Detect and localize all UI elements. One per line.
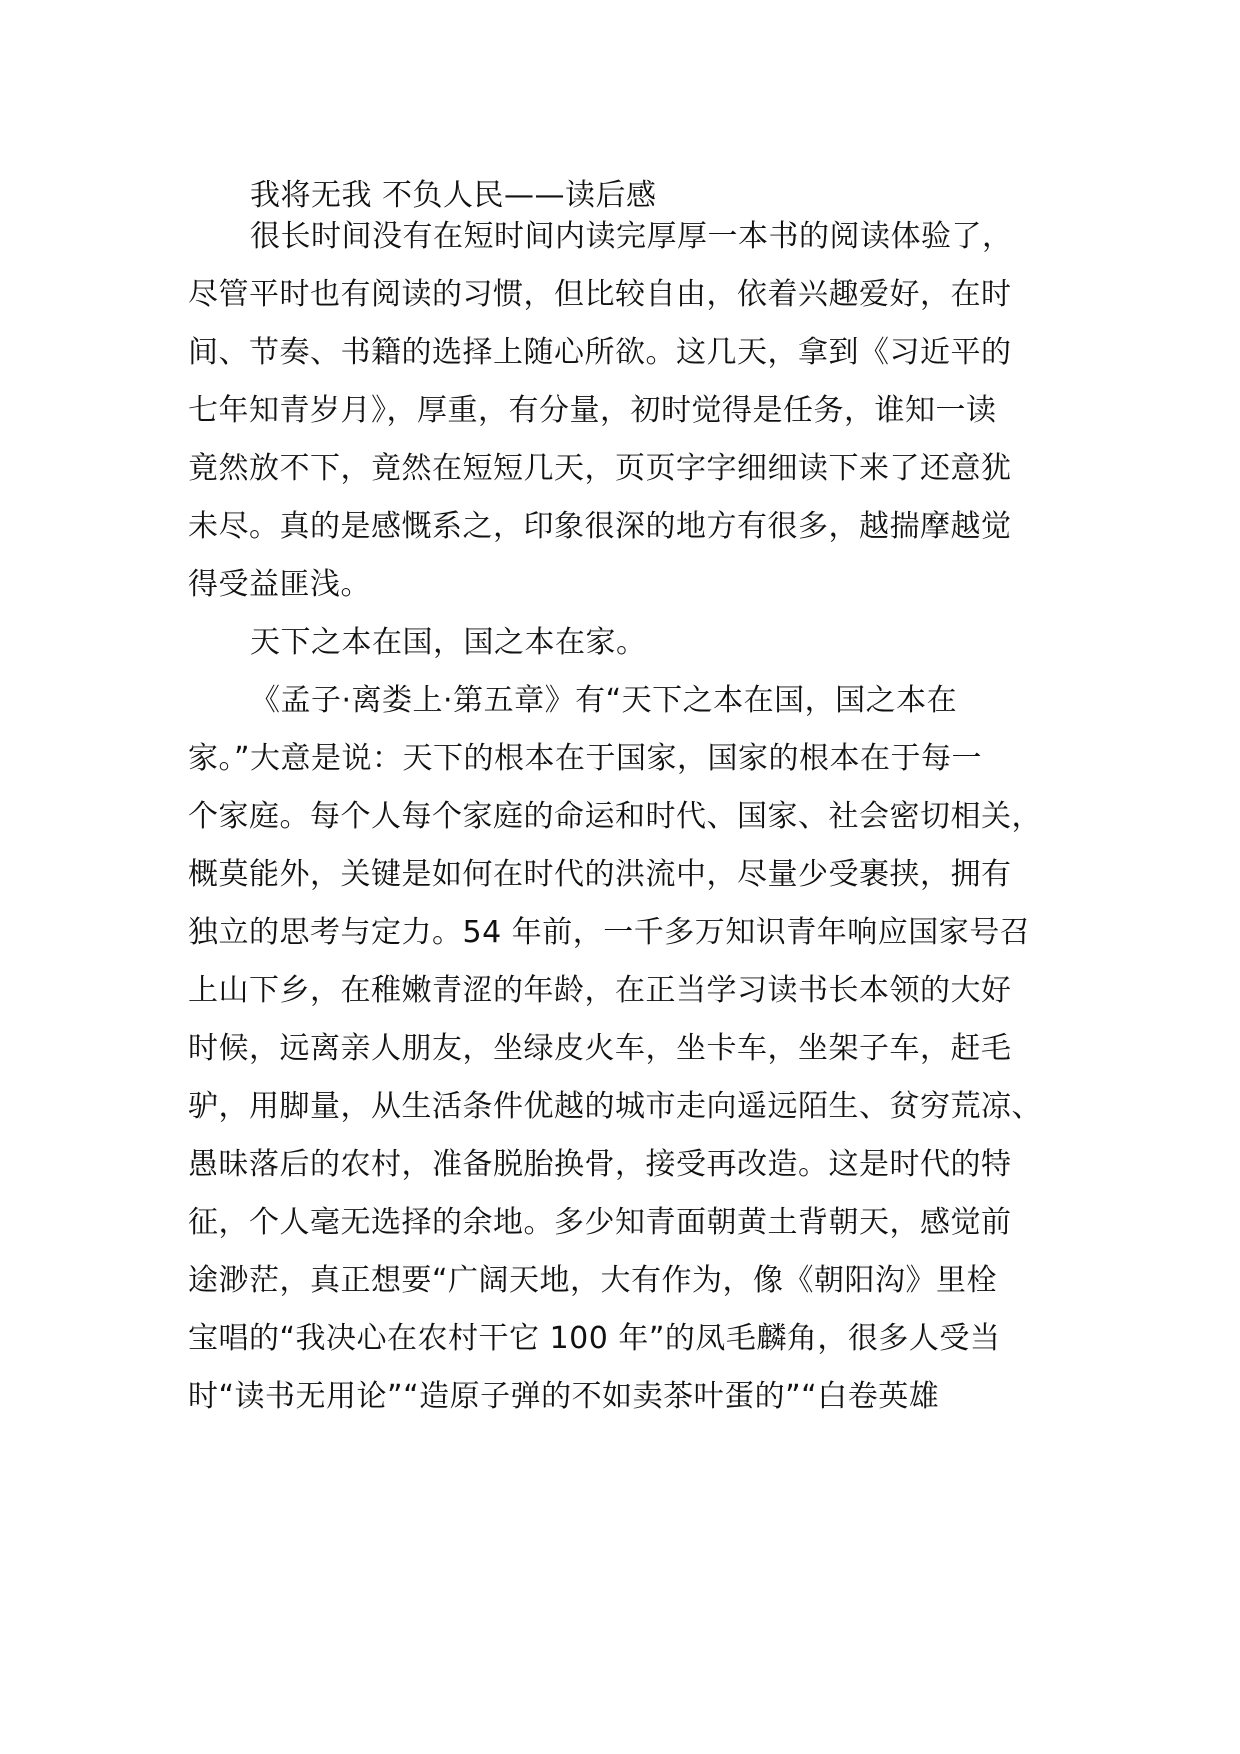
text-line: 《孟子·离娄上·第五章》有“天下之本在国，国之本在	[250, 683, 958, 718]
text-line: 途渺茫，真正想要“广阔天地，大有作为，像《朝阳沟》里栓	[188, 1263, 998, 1298]
text-line: 愚昧落后的农村，准备脱胎换骨，接受再改造。这是时代的特	[188, 1147, 1012, 1182]
document-title: 我将无我 不负人民——读后感	[250, 178, 657, 213]
text-line: 间、节奏、书籍的选择上随心所欲。这几天，拿到《习近平的	[188, 335, 1012, 370]
text-line: 独立的思考与定力。54 年前，一千多万知识青年响应国家号召	[188, 915, 1031, 950]
text-line: 时候，远离亲人朋友，坐绿皮火车，坐卡车，坐架子车，赶毛	[188, 1031, 1012, 1066]
text-line: 未尽。真的是感慨系之，印象很深的地方有很多，越揣摩越觉	[188, 509, 1012, 544]
text-line: 征，个人毫无选择的余地。多少知青面朝黄土背朝天，感觉前	[188, 1205, 1012, 1240]
text-line: 竟然放不下，竟然在短短几天，页页字字细细读下来了还意犹	[188, 451, 1012, 486]
section-heading: 天下之本在国，国之本在家。	[250, 625, 647, 660]
text-line: 驴，用脚量，从生活条件优越的城市走向遥远陌生、贫穷荒凉、	[188, 1089, 1042, 1124]
text-line: 宝唱的“我决心在农村干它 100 年”的凤毛麟角，很多人受当	[188, 1321, 1001, 1356]
text-line: 时“读书无用论”“造原子弹的不如卖茶叶蛋的”“白卷英雄	[188, 1379, 940, 1414]
text-line: 得受益匪浅。	[188, 567, 371, 602]
text-line: 家。”大意是说：天下的根本在于国家，国家的根本在于每一	[188, 741, 983, 776]
text-line: 个家庭。每个人每个家庭的命运和时代、国家、社会密切相关，	[188, 799, 1042, 834]
text-line: 很长时间没有在短时间内读完厚厚一本书的阅读体验了，	[250, 219, 1013, 254]
text-line: 上山下乡，在稚嫩青涩的年龄，在正当学习读书长本领的大好	[188, 973, 1012, 1008]
text-line: 七年知青岁月》，厚重，有分量，初时觉得是任务，谁知一读	[188, 393, 997, 428]
text-line: 概莫能外，关键是如何在时代的洪流中，尽量少受裹挟，拥有	[188, 857, 1012, 892]
text-line: 尽管平时也有阅读的习惯，但比较自由，依着兴趣爱好，在时	[188, 277, 1012, 312]
